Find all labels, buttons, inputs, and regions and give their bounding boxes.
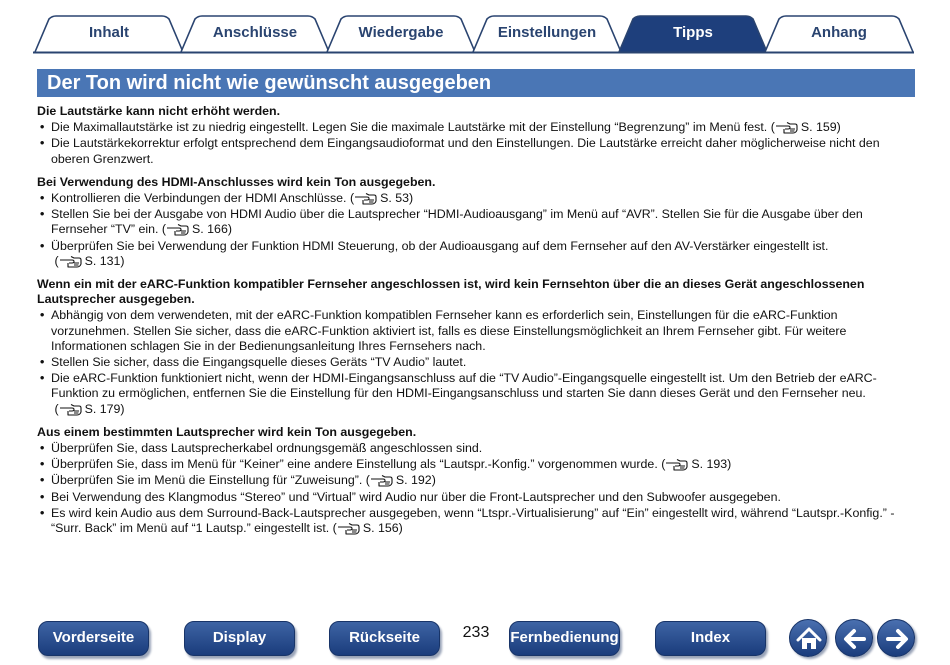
list-item bbox=[37, 355, 917, 370]
page-reference-text: S. 159 bbox=[800, 120, 837, 135]
pointing-hand-icon bbox=[166, 223, 190, 236]
list-item-text: Überprüfen Sie im Menü die Einstellung für “Zuweisung”. bbox=[51, 473, 366, 488]
page-reference-link[interactable]: ( S. 159) bbox=[770, 120, 841, 135]
list-item-text: Stellen Sie bei der Ausgabe von HDMI Audio über die Lautsprecher “HDMI-Audioausgang” im Menü auf “AVR”. Stellen Sie für die Ausgabe über den Fernseher “TV” ein. bbox=[51, 207, 863, 237]
display-button[interactable]: Display bbox=[184, 621, 295, 656]
arrow-right-icon bbox=[878, 620, 916, 658]
bullet-icon: • bbox=[40, 308, 45, 323]
back-button[interactable] bbox=[835, 619, 873, 657]
bullet-list bbox=[37, 308, 917, 416]
page-reference-link[interactable]: ( S. 53) bbox=[349, 191, 414, 206]
list-item bbox=[37, 239, 917, 269]
list-item bbox=[37, 506, 917, 536]
tab-wiedergabe[interactable]: Wiedergabe bbox=[358, 24, 444, 41]
section-heading: Bei Verwendung des HDMI-Anschlusses wird kein Ton ausgegeben. bbox=[37, 174, 436, 189]
list-item bbox=[37, 191, 917, 206]
page-reference-text: S. 131 bbox=[84, 253, 121, 268]
tab-bar bbox=[0, 0, 950, 56]
list-item-text: Abhängig von dem verwendeten, mit der eARC-Funktion kompatiblen Fernseher kann es erforderlich sein, Einstellungen für die eARC-Funktion vorzunehmen. Stellen Sie sicher, dass die eARC-Funktion aktiviert ist, falls es diese Einstellungsmöglichkeit an Ihrem Fernseher gibt. Für weitere Informationen schlagen Sie in der Bedienungsanleitung Ihres Fernsehers nach. bbox=[51, 308, 847, 353]
home-icon bbox=[790, 620, 828, 658]
bullet-icon: • bbox=[40, 120, 45, 135]
list-item bbox=[37, 207, 917, 237]
section-heading: Die Lautstärke kann nicht erhöht werden. bbox=[37, 104, 281, 118]
page-reference-text: S. 192 bbox=[395, 473, 432, 488]
tab-einstellungen[interactable]: Einstellungen bbox=[497, 24, 597, 41]
page-reference-text: S. 53 bbox=[380, 191, 410, 206]
bullet-list bbox=[37, 441, 917, 536]
bullet-icon: • bbox=[40, 505, 45, 520]
list-item bbox=[37, 473, 917, 488]
list-item bbox=[37, 308, 917, 354]
pointing-hand-icon bbox=[665, 458, 689, 471]
bullet-icon: • bbox=[40, 191, 45, 206]
home-button[interactable] bbox=[789, 619, 827, 657]
page-reference-link[interactable]: ( S. 179) bbox=[51, 401, 125, 416]
pointing-hand-icon bbox=[370, 474, 394, 487]
section-heading: Wenn ein mit der eARC-Funktion kompatibler Fernseher angeschlossen ist, wird kein Fernsehton über die an dieses Gerät angeschlossenen Lautsprecher ausgegeben. bbox=[37, 277, 865, 307]
fernbedienung-button[interactable]: Fernbedienung bbox=[509, 621, 620, 656]
bullet-icon: • bbox=[40, 473, 45, 488]
forward-button[interactable] bbox=[877, 619, 915, 657]
bullet-icon: • bbox=[40, 355, 45, 370]
page-reference-link[interactable]: ( S. 166) bbox=[161, 222, 232, 237]
arrow-left-icon bbox=[836, 620, 874, 658]
list-item-text: Stellen Sie sicher, dass die Eingangsquelle dieses Geräts “TV Audio” lautet. bbox=[51, 355, 467, 370]
list-item-text: Die eARC-Funktion funktioniert nicht, wenn der HDMI-Eingangsanschluss auf die “TV Audio”-Eingangsquelle eingestellt ist. Um den Betrieb der eARC-Funktion zu ermöglichen, entfernen Sie die Einstellung für den HDMI-Eingangsanschluss und starten Sie dann dieses Gerät und den Fernseher neu. bbox=[51, 371, 877, 401]
page-title-band bbox=[37, 69, 915, 97]
page-reference-link[interactable]: ( S. 156) bbox=[332, 521, 403, 536]
bullet-icon: • bbox=[40, 238, 45, 253]
list-item-text: Bei Verwendung des Klangmodus “Stereo” und “Virtual” wird Audio nur über die Front-Lautsprecher und den Subwoofer ausgegeben. bbox=[51, 489, 781, 504]
page-number: 233 bbox=[462, 624, 490, 641]
pointing-hand-icon bbox=[59, 255, 83, 268]
section-heading: Aus einem bestimmten Lautsprecher wird kein Ton ausgegeben. bbox=[37, 424, 417, 439]
list-item-text: Kontrollieren die Verbindungen der HDMI Anschlüsse. bbox=[51, 191, 350, 206]
bullet-icon: • bbox=[40, 207, 45, 222]
page-title: Der Ton wird nicht wie gewünscht ausgegeben bbox=[47, 72, 492, 94]
bullet-icon: • bbox=[40, 136, 45, 151]
list-item bbox=[37, 120, 917, 135]
list-item-text: Die Maximallautstärke ist zu niedrig eingestellt. Legen Sie die maximale Lautstärke mit der Einstellung “Begrenzung” im Menü fest. bbox=[51, 120, 771, 135]
page-reference-text: S. 193 bbox=[691, 457, 728, 472]
page-reference-text: S. 156 bbox=[362, 521, 399, 536]
list-item-text: Überprüfen Sie, dass Lautsprecherkabel ordnungsgemäß angeschlossen sind. bbox=[51, 441, 483, 456]
tab-inhalt[interactable]: Inhalt bbox=[89, 24, 129, 41]
pointing-hand-icon bbox=[775, 121, 799, 134]
vorderseite-button[interactable]: Vorderseite bbox=[38, 621, 149, 656]
bullet-icon: • bbox=[40, 441, 45, 456]
pointing-hand-icon bbox=[337, 522, 361, 535]
list-item bbox=[37, 371, 917, 417]
page-reference-text: S. 179 bbox=[84, 401, 121, 416]
list-item-text: Es wird kein Audio aus dem Surround-Back-Lautsprecher ausgegeben, wenn “Ltspr.-Virtualisierung” auf “Ein” eingestellt wird, während “Lautspr.-Konfig.” - “Surr. Back” im Menü auf “1 Lautsp.” eingestellt ist. bbox=[51, 505, 895, 536]
bullet-list bbox=[37, 120, 917, 167]
tab-anhang[interactable]: Anhang bbox=[811, 24, 867, 41]
rueckseite-button[interactable]: Rückseite bbox=[329, 621, 440, 656]
list-item bbox=[37, 136, 917, 166]
list-item bbox=[37, 457, 917, 472]
bullet-icon: • bbox=[40, 371, 45, 386]
page-reference-link[interactable]: ( S. 131) bbox=[51, 253, 125, 268]
list-item-text: Überprüfen Sie, dass im Menü für “Keiner” eine andere Einstellung als “Lautspr.-Konfig.” vorgenommen wurde. bbox=[51, 457, 662, 472]
bullet-list bbox=[37, 191, 917, 269]
page-reference-link[interactable]: ( S. 192) bbox=[365, 473, 436, 488]
list-item bbox=[37, 490, 917, 505]
list-item bbox=[37, 441, 917, 456]
bullet-icon: • bbox=[40, 489, 45, 504]
pointing-hand-icon bbox=[354, 192, 378, 205]
bullet-icon: • bbox=[40, 457, 45, 472]
list-item-text: Überprüfen Sie bei Verwendung der Funktion HDMI Steuerung, ob der Audioausgang auf dem Fernseher auf den AV-Verstärker eingestellt ist. bbox=[51, 238, 829, 253]
troubleshooting-content bbox=[37, 104, 917, 537]
pointing-hand-icon bbox=[59, 403, 83, 416]
tab-anschluesse[interactable]: Anschlüsse bbox=[212, 24, 298, 41]
page-reference-link[interactable]: ( S. 193) bbox=[661, 457, 732, 472]
list-item-text: Die Lautstärkekorrektur erfolgt entsprechend dem Eingangsaudioformat und den Einstellungen. Die Lautstärke erreicht daher möglicherweise nicht den oberen Grenzwert. bbox=[51, 136, 880, 166]
tab-tipps[interactable]: Tipps bbox=[673, 24, 713, 41]
index-button[interactable]: Index bbox=[655, 621, 766, 656]
page-reference-text: S. 166 bbox=[192, 222, 228, 237]
